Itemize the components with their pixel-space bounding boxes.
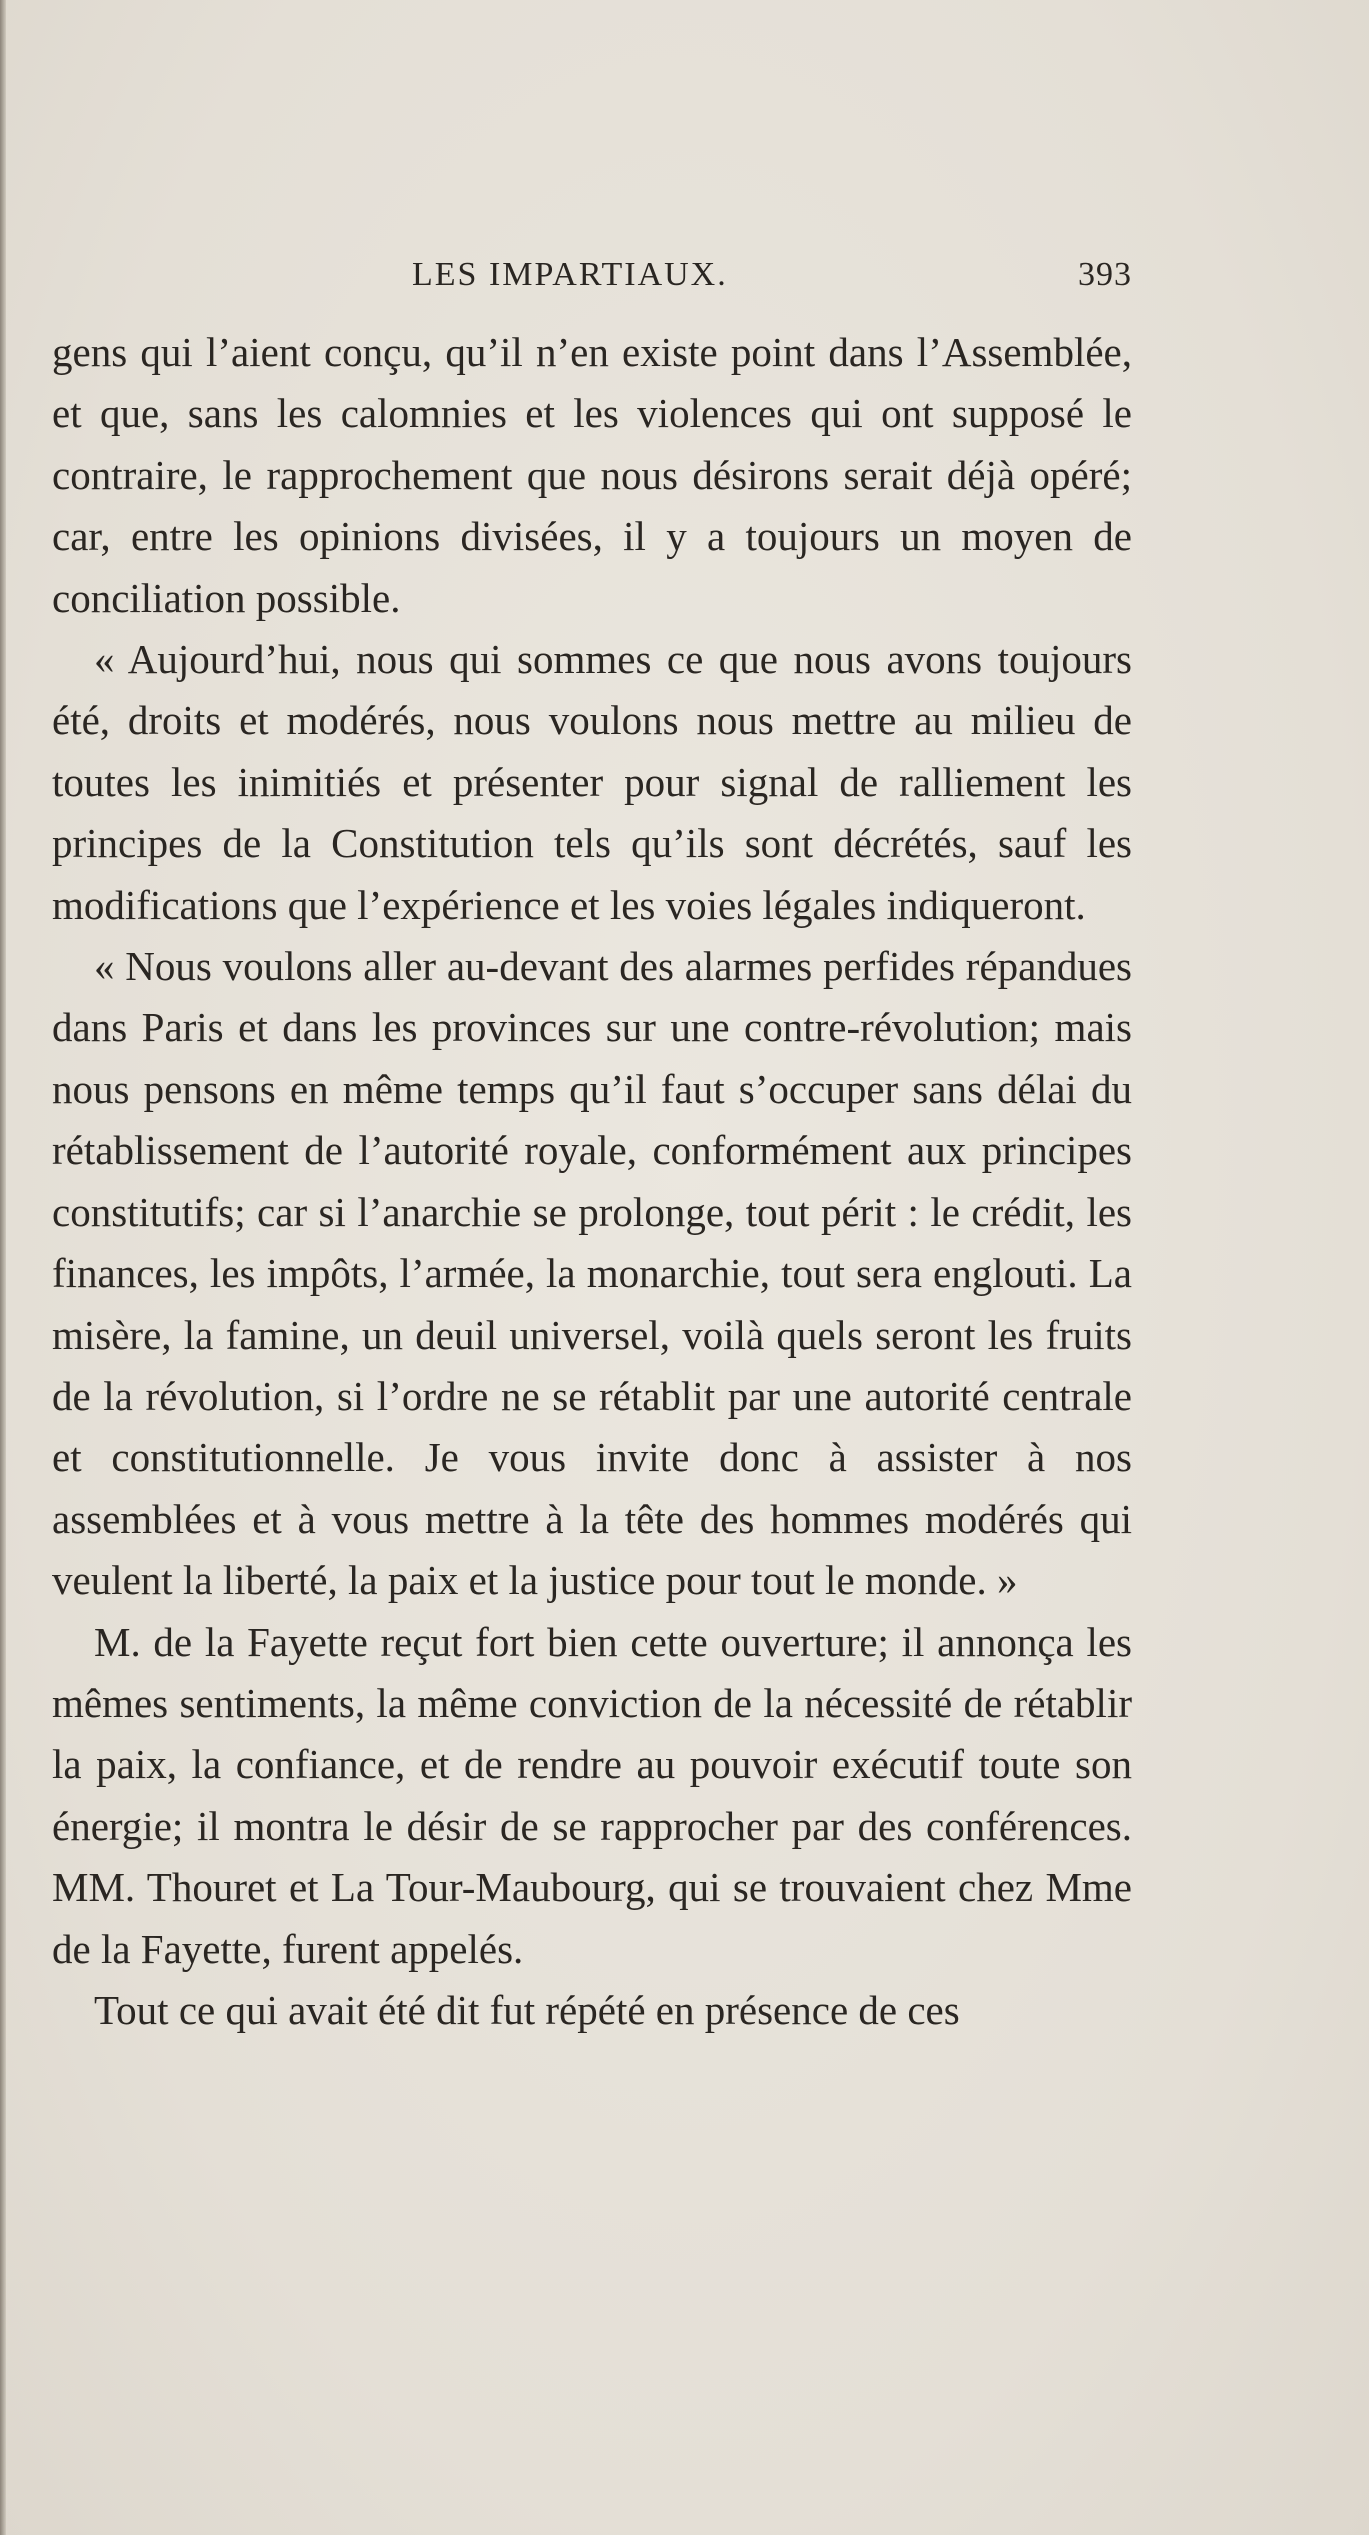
paragraph: gens qui l’aient conçu, qu’il n’en existe point dans l’Assemblée, et que, sans les calomnies et les violences qui ont supposé le contraire, le rapprochement que nous désirons serait déjà opéré; car, entre les opinions divisées, il y a toujours un moyen de conciliation possible. — [52, 329, 1132, 621]
paragraph: Tout ce qui avait été dit fut répété en présence de ces — [94, 1986, 960, 2033]
body-text — [52, 322, 1132, 2041]
paragraph: M. de la Fayette reçut fort bien cette ouverture; il annonça les mêmes sentiments, la même conviction de la nécessité de rétablir la paix, la confiance, et de rendre au pouvoir exécutif toute son énergie; il montra le désir de se rapprocher par des conférences. MM. Thouret et La Tour-Maubourg, qui se trouvaient chez Mme de la Fayette, furent appelés. — [52, 1618, 1132, 1972]
running-head — [52, 252, 1132, 302]
page-binding-edge — [0, 0, 6, 2535]
running-title: LES IMPARTIAUX. — [412, 256, 728, 293]
paragraph: « Nous voulons aller au-devant des alarmes perfides répandues dans Paris et dans les provinces sur une contre-révolution; mais nous pensons en même temps qu’il faut s’occuper sans délai du rétablissement de l’autorité royale, conformément aux principes constitutifs; car si l’anarchie se prolonge, tout périt : le crédit, les finances, les impôts, l’armée, la monarchie, tout sera englouti. La misère, la famine, un deuil universel, voilà quels seront les fruits de la révolution, si l’ordre ne se rétablit par une autorité centrale et constitutionnelle. Je vous invite donc à assister à nos assemblées et à vous mettre à la tête des hommes modérés qui veulent la liberté, la paix et la justice pour tout le monde. » — [52, 943, 1132, 1604]
paragraph: « Aujourd’hui, nous qui sommes ce que nous avons toujours été, droits et modérés, nous voulons nous mettre au milieu de toutes les inimitiés et présenter pour signal de ralliement les principes de la Constitution tels qu’ils sont décrétés, sauf les modifications que l’expérience et les voies légales indiqueront. — [52, 636, 1132, 928]
page-number: 393 — [1078, 256, 1132, 293]
